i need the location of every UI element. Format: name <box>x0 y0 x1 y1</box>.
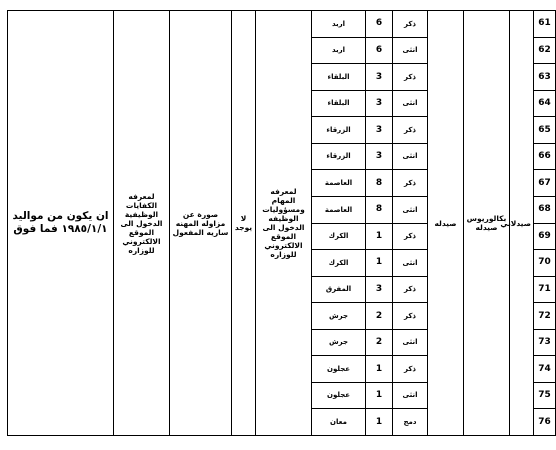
row-number: 68 <box>534 196 556 223</box>
position-cell: صيدله <box>428 11 464 436</box>
count-cell: 3 <box>366 64 393 91</box>
count-cell: 8 <box>366 170 393 197</box>
gender-cell: دمج <box>393 409 428 436</box>
count-cell: 8 <box>366 196 393 223</box>
degree-cell: بكالوريوس صيدله <box>464 11 510 436</box>
governorate-cell: جرش <box>312 329 366 356</box>
row-number: 69 <box>534 223 556 250</box>
license-photo-cell: صورة عن مزاوله المهنه ساريه المفعول <box>170 11 232 436</box>
table-row <box>8 11 556 38</box>
count-cell: 2 <box>366 303 393 330</box>
row-number: 72 <box>534 303 556 330</box>
count-cell: 2 <box>366 329 393 356</box>
count-cell: 1 <box>366 223 393 250</box>
gender-cell: ذكر <box>393 170 428 197</box>
specialty-cell: صيدلاني <box>510 11 534 436</box>
gender-cell: انثى <box>393 90 428 117</box>
gender-cell: انثى <box>393 143 428 170</box>
row-number: 70 <box>534 250 556 277</box>
competencies-cell: لمعرفه الكفايات الوظيفية الدخول الى الموقع الالكتروني للوزاره <box>114 11 170 436</box>
gender-cell: انثى <box>393 382 428 409</box>
governorate-cell: الكرك <box>312 250 366 277</box>
governorate-cell: المفرق <box>312 276 366 303</box>
governorate-cell: معان <box>312 409 366 436</box>
count-cell: 1 <box>366 250 393 277</box>
count-cell: 3 <box>366 143 393 170</box>
jobs-table <box>7 10 556 436</box>
governorate-cell: عجلون <box>312 382 366 409</box>
row-number: 61 <box>534 11 556 38</box>
count-cell: 3 <box>366 117 393 144</box>
governorate-cell: البلقاء <box>312 90 366 117</box>
row-number: 62 <box>534 37 556 64</box>
governorate-cell: اربد <box>312 37 366 64</box>
governorate-cell: العاصمة <box>312 196 366 223</box>
row-number: 64 <box>534 90 556 117</box>
count-cell: 6 <box>366 11 393 38</box>
table-body <box>8 11 556 436</box>
governorate-cell: جرش <box>312 303 366 330</box>
row-number: 76 <box>534 409 556 436</box>
row-number: 74 <box>534 356 556 383</box>
governorate-cell: اربد <box>312 11 366 38</box>
tasks-cell: لمعرفه المهام ومسؤوليات الوظيفه الدخول الى الموقع الالكتروني للوزاره <box>256 11 312 436</box>
governorate-cell: الكرك <box>312 223 366 250</box>
governorate-cell: عجلون <box>312 356 366 383</box>
row-number: 63 <box>534 64 556 91</box>
count-cell: 6 <box>366 37 393 64</box>
row-number: 67 <box>534 170 556 197</box>
row-number: 71 <box>534 276 556 303</box>
jobs-table-page <box>7 10 551 436</box>
count-cell: 1 <box>366 409 393 436</box>
gender-cell: انثى <box>393 329 428 356</box>
gender-cell: انثى <box>393 250 428 277</box>
gender-cell: انثى <box>393 196 428 223</box>
gender-cell: ذكر <box>393 223 428 250</box>
gender-cell: ذكر <box>393 356 428 383</box>
gender-cell: ذكر <box>393 11 428 38</box>
row-number: 66 <box>534 143 556 170</box>
row-number: 65 <box>534 117 556 144</box>
count-cell: 3 <box>366 90 393 117</box>
count-cell: 1 <box>366 382 393 409</box>
governorate-cell: العاصمة <box>312 170 366 197</box>
count-cell: 1 <box>366 356 393 383</box>
gender-cell: ذكر <box>393 117 428 144</box>
gender-cell: ذكر <box>393 276 428 303</box>
gender-cell: انثى <box>393 37 428 64</box>
age-requirement-cell: ان يكون من مواليد ١٩٨٥/١/١ فما فوق <box>8 11 114 436</box>
row-number: 75 <box>534 382 556 409</box>
count-cell: 3 <box>366 276 393 303</box>
row-number: 73 <box>534 329 556 356</box>
governorate-cell: الزرقاء <box>312 117 366 144</box>
governorate-cell: البلقاء <box>312 64 366 91</box>
none-cell: لا يوجد <box>232 11 256 436</box>
governorate-cell: الزرقاء <box>312 143 366 170</box>
gender-cell: ذكر <box>393 64 428 91</box>
gender-cell: ذكر <box>393 303 428 330</box>
